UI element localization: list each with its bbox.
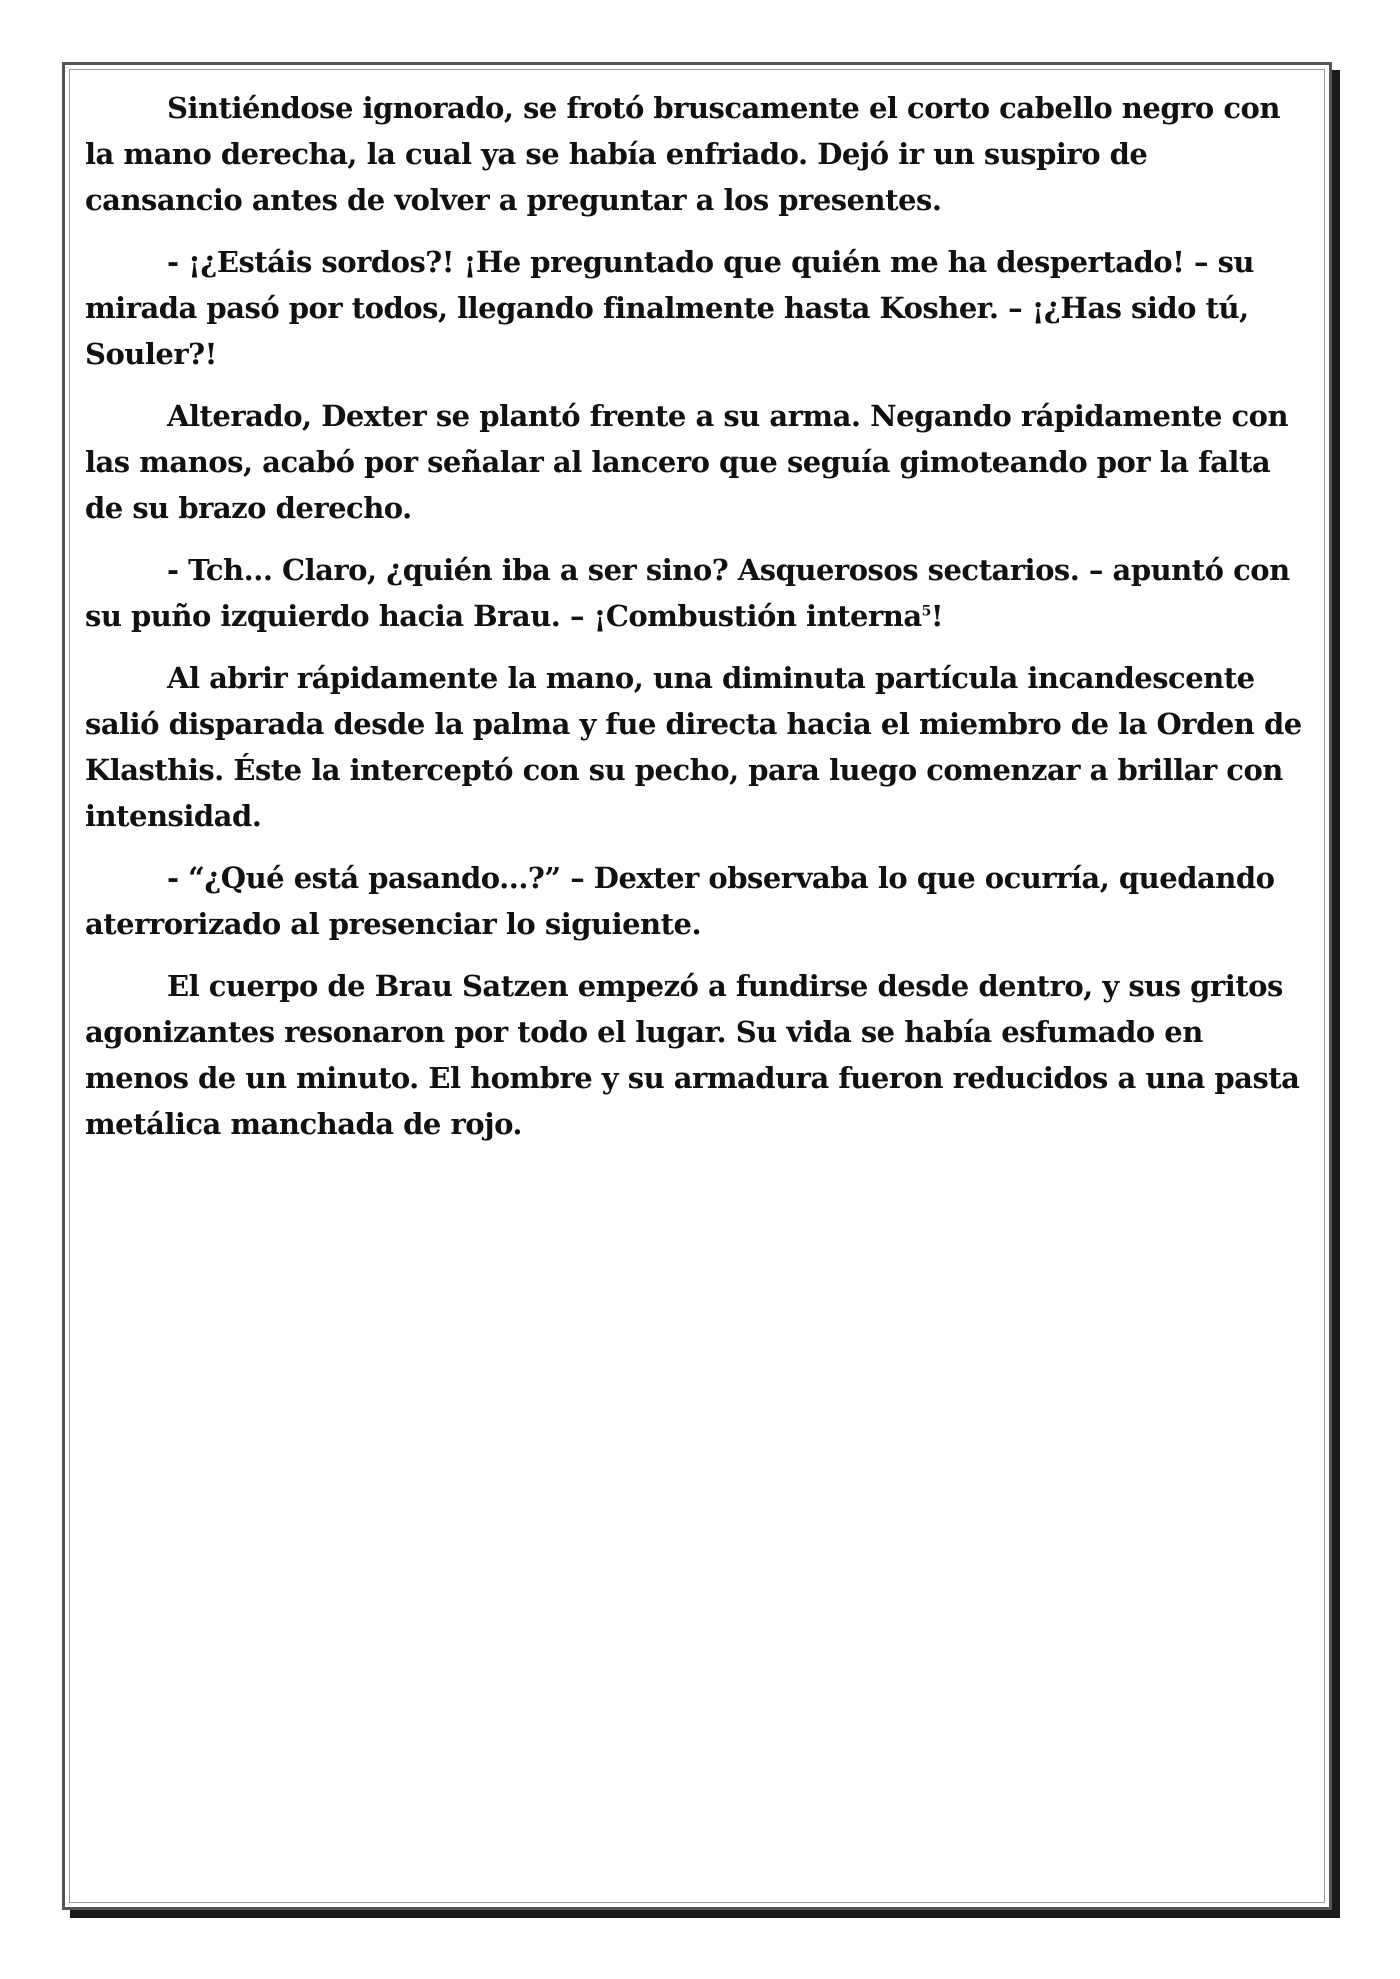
paragraph-4-closing: ! [930,599,944,633]
paragraph-5: Al abrir rápidamente la mano, una diminuta partícula incandescente salió disparada desde la palma y fue directa hacia el miembro de la Orden de Klasthis. Éste la interceptó con su pecho, para luego comenzar a brillar con intensidad. [85,661,1302,833]
paragraph-4 [85,547,1309,639]
paragraph-1: Sintiéndose ignorado, se frotó bruscamente el corto cabello negro con la mano derecha, la cual ya se había enfriado. Dejó ir un suspiro de cansancio antes de volver a preguntar a los presentes. [85,91,1280,217]
paragraph-6: - “¿Qué está pasando...?” – Dexter observaba lo que ocurría, quedando aterrorizado al presenciar lo siguiente. [85,861,1275,941]
paragraph-4-text: - Tch... Claro, ¿quién iba a ser sino? Asquerosos sectarios. – apuntó con su puño izquierdo hacia Brau. – ¡Combustión interna [85,553,1290,633]
paragraph-7: El cuerpo de Brau Satzen empezó a fundirse desde dentro, y sus gritos agonizantes resonaron por todo el lugar. Su vida se había esfumado en menos de un minuto. El hombre y su armadura fueron reducidos a una pasta metálica manchada de rojo. [85,969,1300,1141]
page-frame [62,62,1332,1910]
text-body [85,85,1309,1163]
paragraph-2: - ¡¿Estáis sordos?! ¡He preguntado que quién me ha despertado! – su mirada pasó por todos, llegando finalmente hasta Kosher. – ¡¿Has sido tú, Souler?! [85,245,1254,371]
footnote-marker[interactable]: 5 [921,603,931,620]
paragraph-3: Alterado, Dexter se plantó frente a su arma. Negando rápidamente con las manos, acabó por señalar al lancero que seguía gimoteando por la falta de su brazo derecho. [85,399,1289,525]
